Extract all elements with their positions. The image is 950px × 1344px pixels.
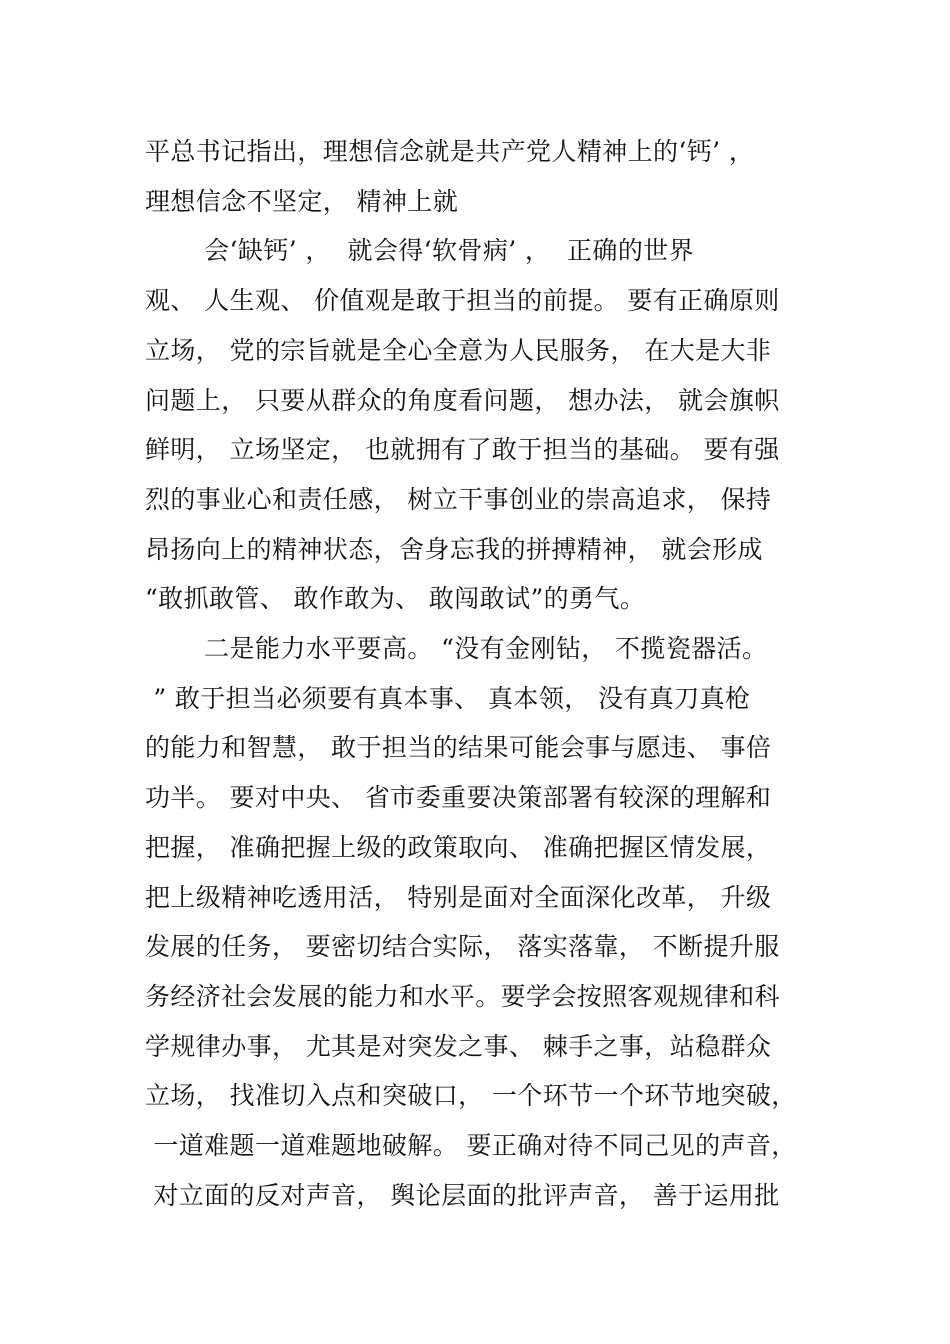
text-line: 发展的任务， 要密切结合实际， 落实落靠， 不断提升服 — [145, 932, 780, 961]
text-line: 鲜明， 立场坚定， 也就拥有了敢于担当的基础。 要有强 — [145, 435, 780, 464]
text-line: 问题上， 只要从群众的角度看问题， 想办法， 就会旗帜 — [145, 386, 780, 415]
text-line: 观、 人生观、 价值观是敢于担当的前提。 要有正确原则 — [145, 286, 780, 315]
text-line: 立场， 党的宗旨就是全心全意为人民服务， 在大是大非 — [145, 336, 772, 365]
text-line: 对立面的反对声音， 舆论层面的批评声音， 善于运用批 — [145, 1181, 780, 1210]
text-line: 的能力和智慧， 敢于担当的结果可能会事与愿违、 事倍 — [145, 733, 772, 762]
text-line: 一道难题一道难题地破解。 要正确对待不同己见的声音， — [145, 1131, 797, 1160]
text-line: 把握， 准确把握上级的政策取向、 准确把握区情发展， — [145, 833, 772, 862]
text-line: 昂扬向上的精神状态，舍身忘我的拼搏精神， 就会形成 — [145, 535, 763, 564]
text-line: 平总书记指出，理想信念就是共产党人精神上的‘钙’ ， — [145, 137, 755, 166]
text-line: 理想信念不坚定， 精神上就 — [145, 187, 459, 216]
text-line: 把上级精神吃透用活， 特别是面对全面深化改革， 升级 — [145, 883, 772, 912]
text-line: 会‘缺钙’ ， 就会得‘软骨病’ ， 正确的世界 — [145, 236, 695, 265]
text-line: ” 敢于担当必须要有真本事、 真本领， 没有真刀真枪 — [145, 684, 751, 713]
text-line: 二是能力水平要高。 “没有金刚钻， 不揽瓷器活。 — [145, 634, 768, 663]
text-line: 烈的事业心和责任感， 树立干事创业的崇高追求， 保持 — [145, 485, 772, 514]
text-line: 务经济社会发展的能力和水平。要学会按照客观规律和科 — [145, 982, 781, 1011]
text-line: 学规律办事， 尤其是对突发之事、 棘手之事，站稳群众 — [145, 1032, 772, 1061]
text-line: 立场， 找准切入点和突破口， 一个环节一个环节地突破， — [145, 1081, 797, 1110]
text-line: “敢抓敢管、 敢作敢为、 敢闯敢试”的勇气。 — [145, 584, 646, 613]
text-line: 功半。 要对中央、 省市委重要决策部署有较深的理解和 — [145, 783, 772, 812]
